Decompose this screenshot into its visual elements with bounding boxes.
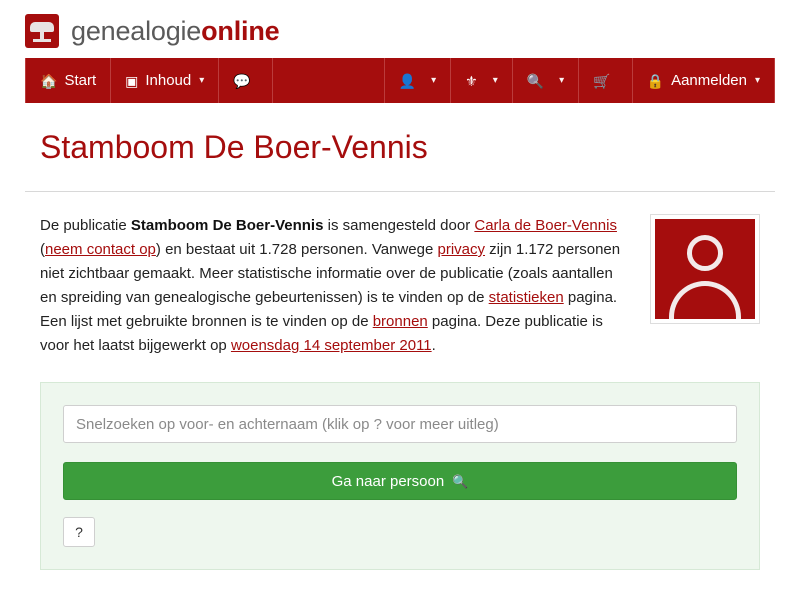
intro-text-part2: is samengesteld door [323,217,475,234]
brand-title-bold: online [201,15,280,46]
brand-title-light: genealogie [71,15,202,46]
help-button[interactable]: ? [63,517,95,547]
go-to-person-label: Ga naar persoon [331,472,445,490]
nav-item-start-label: Start [64,72,97,89]
intro-paragraph [40,214,632,358]
search-input[interactable] [63,405,737,443]
id-badge-icon: 👤 [398,72,417,89]
comments-icon: 💬 [233,72,251,89]
book-icon: ▣ [125,72,139,89]
brand-title[interactable] [71,16,279,47]
intro-text-part8: . [431,337,436,354]
chevron-down-icon: ▾ [199,75,205,86]
nav-item-persons[interactable] [384,58,451,103]
home-icon: 🏠 [40,72,58,89]
tree-branch-icon: ⚜ [465,72,478,89]
main-navigation [25,58,775,103]
intro-text-part6: pagina. Een lijst met gebruikte bronnen is te vinden op de [40,289,618,330]
nav-right-group [384,58,775,103]
nav-item-tree[interactable] [451,58,513,103]
last-updated-link[interactable]: woensdag 14 september 2011 [230,337,432,354]
page-title: Stamboom De Boer-Vennis [40,129,428,165]
statistics-link[interactable]: statistieken [488,289,564,306]
author-link[interactable]: Carla de Boer-Vennis [474,217,617,234]
go-to-person-button[interactable] [63,462,737,500]
nav-item-login[interactable] [633,58,775,103]
chevron-down-icon: ▾ [559,75,565,86]
navbar-container [25,58,775,103]
chevron-down-icon: ▾ [492,75,498,86]
intro-text-part4: ) en bestaat uit 1.728 personen. Vanwege [155,241,438,258]
intro-text-part5: zijn 1.172 personen niet zichtbaar gemaakt. Meer statistische informatie over de publicatie (zoals aantallen en spreiding van genealogische gebeurtenissen) is te vinden op de [40,241,621,306]
nav-item-start[interactable] [25,58,111,103]
nav-item-search[interactable] [513,58,579,103]
quick-search-panel [40,382,760,570]
brand-header [25,0,775,58]
intro-text-part3: ( [40,241,45,258]
sources-link[interactable]: bronnen [372,313,428,330]
intro-text-part7: pagina. Deze publicatie is voor het laatst bijgewerkt op [40,313,603,354]
privacy-link[interactable]: privacy [437,241,486,258]
avatar [650,214,760,324]
chevron-down-icon: ▾ [754,75,760,86]
nav-item-cart[interactable] [579,58,632,103]
cart-icon: 🛒 [593,72,611,89]
search-icon: 🔍 [526,72,545,89]
nav-item-login-label: Aanmelden [671,72,747,89]
publication-name: Stamboom De Boer-Vennis [130,217,324,234]
search-icon: 🔍 [452,473,469,489]
nav-item-comments[interactable] [219,58,272,103]
nav-spacer [273,58,384,103]
intro-text-part1: De publicatie [40,217,131,234]
user-avatar-icon [655,219,755,319]
nav-item-inhoud-label: Inhoud [145,72,192,89]
intro-section [25,192,775,358]
main-content [25,129,775,570]
lock-icon: 🔒 [646,72,665,89]
tree-logo-icon[interactable] [25,14,59,48]
header-container [25,0,775,58]
contact-link[interactable]: neem contact op [45,241,156,258]
nav-item-inhoud[interactable] [111,58,219,103]
chevron-down-icon: ▾ [431,75,437,86]
